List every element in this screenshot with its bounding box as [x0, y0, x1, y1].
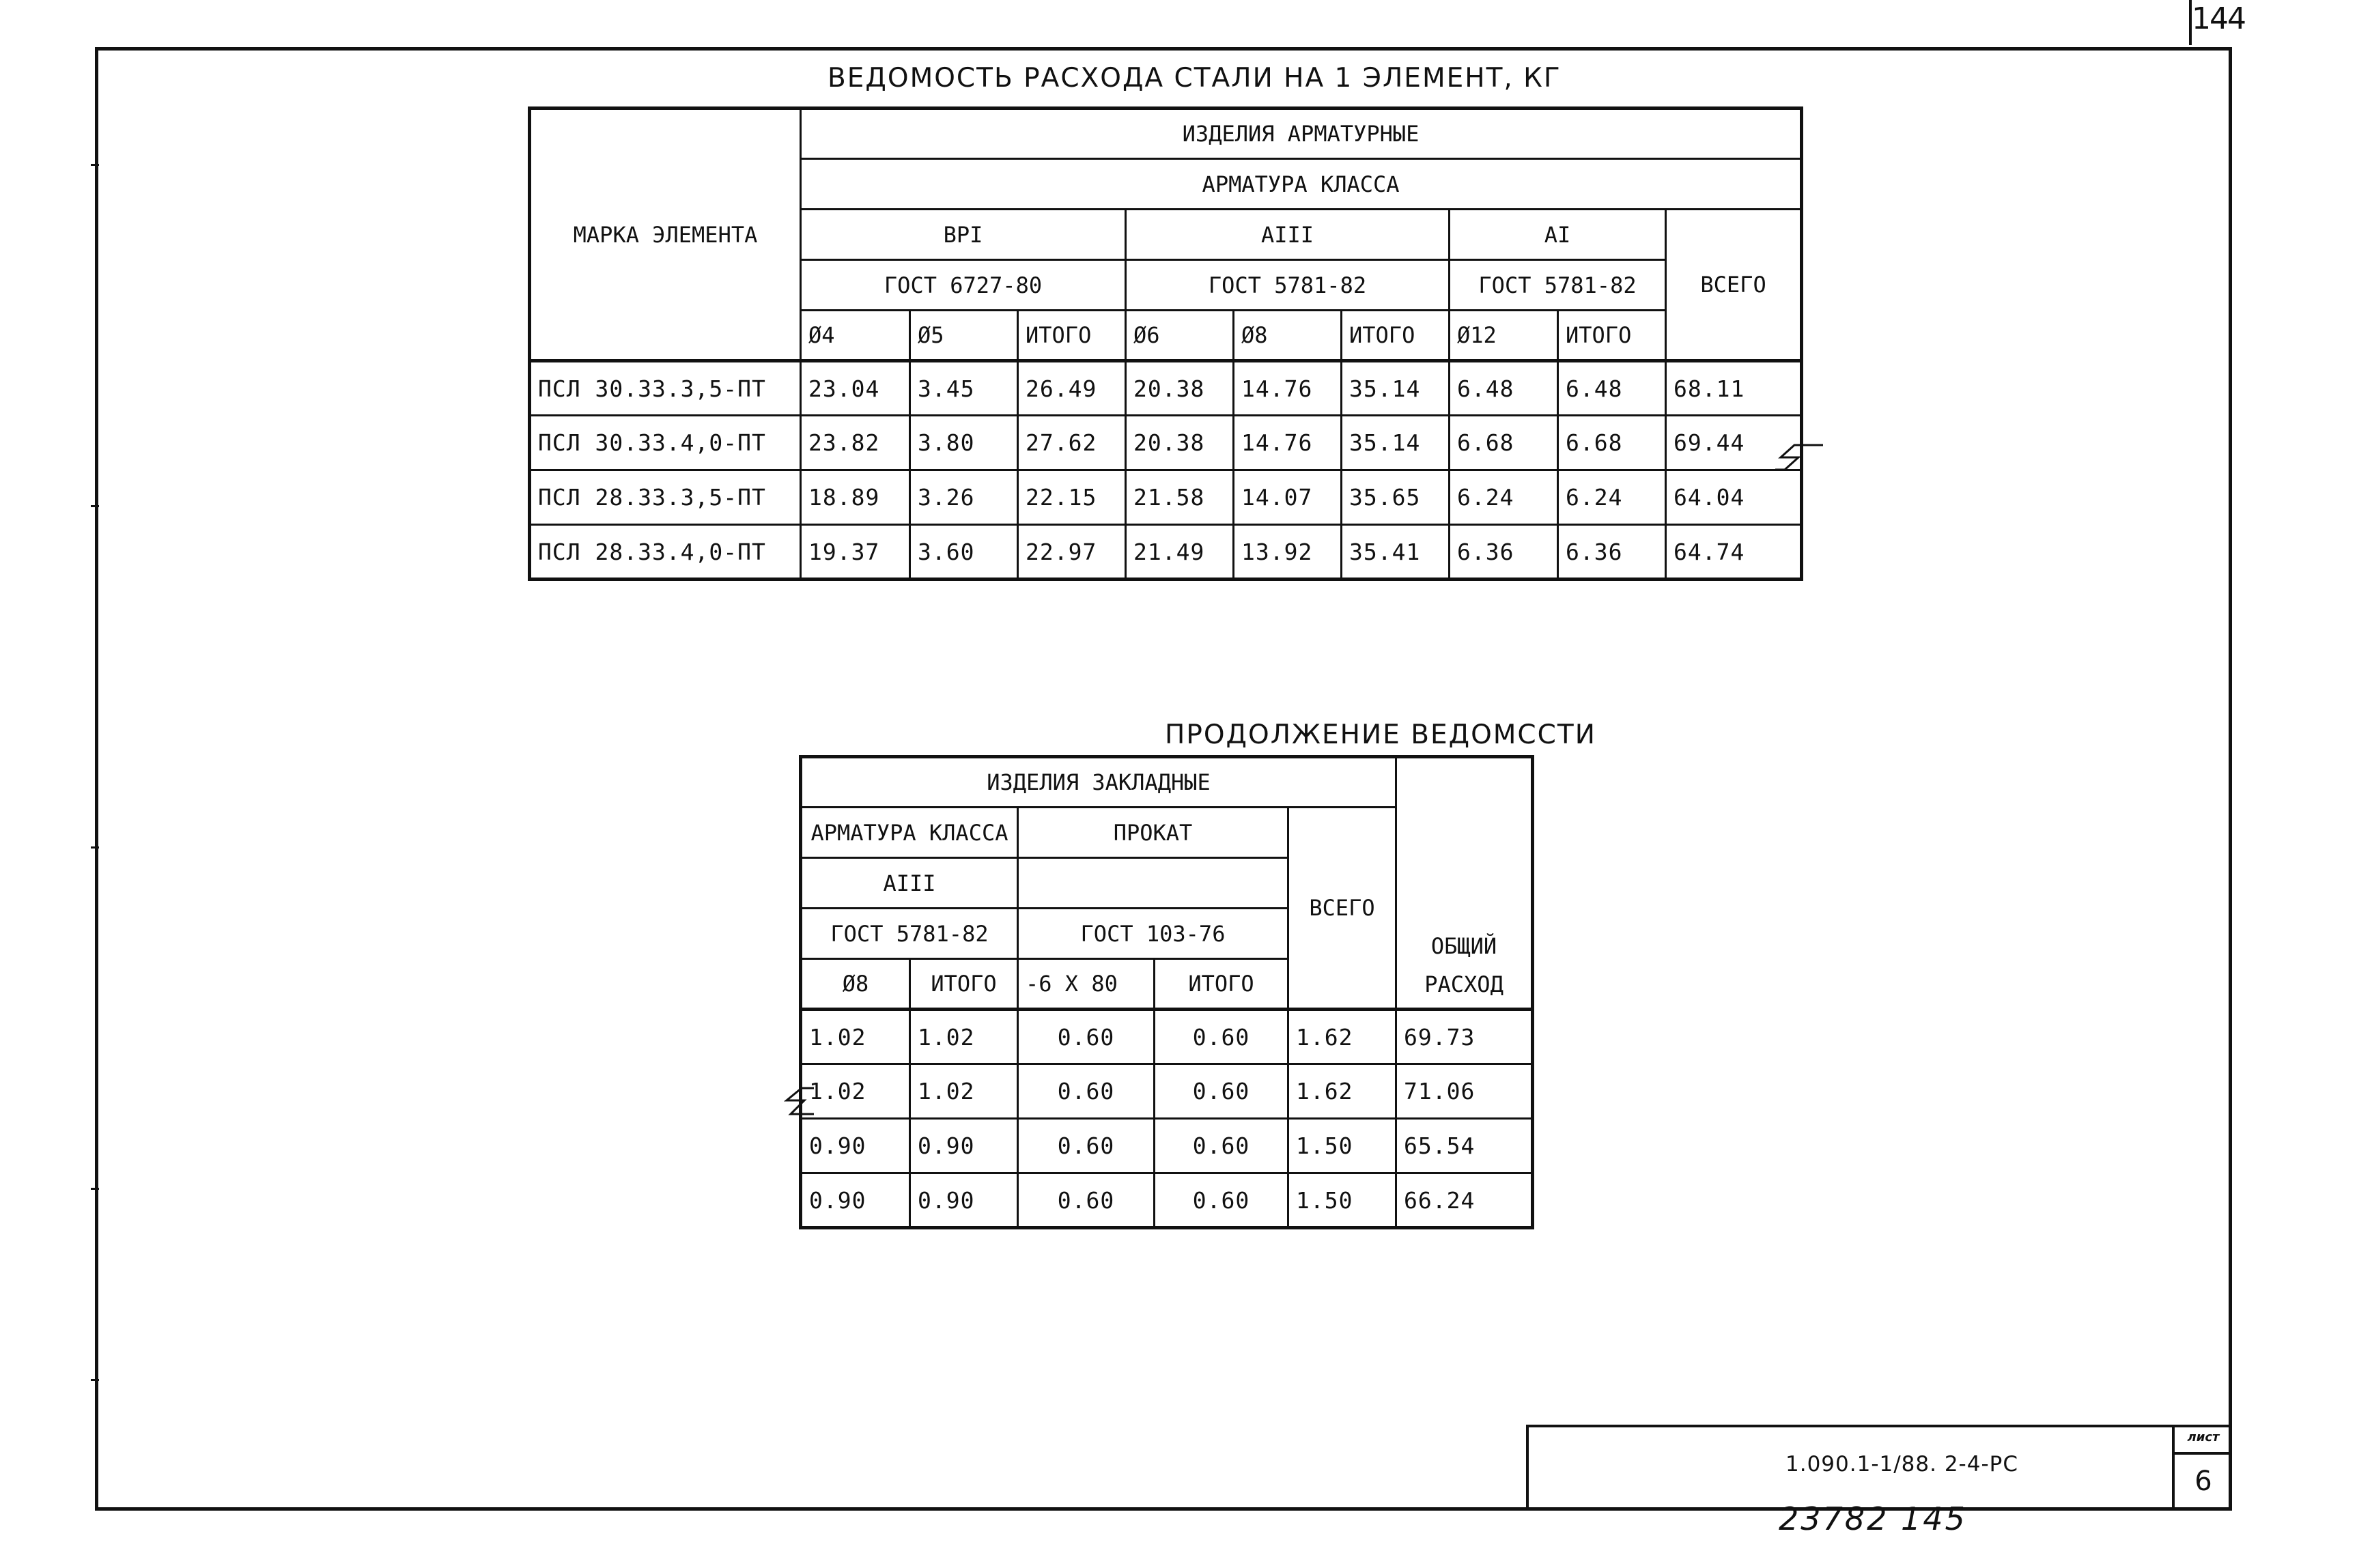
margin-tick	[91, 1379, 99, 1381]
header-class-aiii: AIII	[1126, 210, 1450, 260]
table-cell: 0.60	[1018, 1064, 1155, 1119]
table-cell: 0.90	[910, 1119, 1018, 1173]
table-cell: 19.37	[801, 525, 910, 580]
table-cell: 6.68	[1450, 416, 1558, 470]
header-d8: Ø8	[801, 959, 910, 1010]
cell-element-mark: ПСЛ 28.33.3,5-ПТ	[530, 470, 801, 525]
table-cell: 27.62	[1018, 416, 1126, 470]
margin-tick	[91, 164, 99, 166]
table-row	[530, 470, 1802, 525]
table-cell: 6.48	[1558, 361, 1666, 416]
table-row	[801, 1010, 1533, 1064]
table-cell: 3.80	[910, 416, 1018, 470]
header-strip-size: -6 X 80	[1018, 959, 1155, 1010]
table-cell: 6.48	[1450, 361, 1558, 416]
table-cell: 21.58	[1126, 470, 1234, 525]
table-cell: 35.14	[1342, 416, 1450, 470]
table-cell: 64.74	[1666, 525, 1802, 580]
table-cell: 14.76	[1234, 416, 1342, 470]
table-cell: 26.49	[1018, 361, 1126, 416]
header-reinforcement-class: АРМАТУРА КЛАССА	[801, 808, 1018, 858]
header-overall-consumption	[1396, 757, 1533, 1010]
header-subtotal-rolled: ИТОГО	[1155, 959, 1288, 1010]
table-row	[801, 1119, 1533, 1173]
inventory-number: 23782 145	[1779, 1500, 1967, 1537]
table1-title: ВЕДОМОСТЬ РАСХОДА СТАЛИ НА 1 ЭЛЕМЕНТ, КГ	[828, 63, 1562, 94]
table-cell: 0.60	[1155, 1119, 1288, 1173]
table-cell: 1.50	[1288, 1173, 1396, 1228]
table-cell: 35.41	[1342, 525, 1450, 580]
table-cell: 18.89	[801, 470, 910, 525]
table-cell: 1.02	[801, 1010, 910, 1064]
steel-consumption-continuation-table	[799, 755, 1534, 1229]
break-mark-right	[1775, 442, 1824, 476]
table-cell: 23.04	[801, 361, 910, 416]
table-cell: 1.62	[1288, 1010, 1396, 1064]
header-gost-aiii: ГОСТ 5781-82	[801, 909, 1018, 959]
table-cell: 64.04	[1666, 470, 1802, 525]
table-row	[530, 525, 1802, 580]
table-cell: 3.60	[910, 525, 1018, 580]
table-cell: 69.73	[1396, 1010, 1533, 1064]
table-cell: 22.15	[1018, 470, 1126, 525]
header-subtotal-aiii: ИТОГО	[1342, 311, 1450, 361]
header-subtotal-bp1: ИТОГО	[1018, 311, 1126, 361]
header-d12: Ø12	[1450, 311, 1558, 361]
header-total: ВСЕГО	[1666, 210, 1802, 361]
cell-element-mark: ПСЛ 28.33.4,0-ПТ	[530, 525, 801, 580]
margin-tick	[91, 1188, 99, 1190]
table-cell: 35.65	[1342, 470, 1450, 525]
table-cell: 20.38	[1126, 416, 1234, 470]
table-cell: 35.14	[1342, 361, 1450, 416]
header-class-aiii: AIII	[801, 858, 1018, 909]
header-total: ВСЕГО	[1288, 808, 1396, 1010]
table-cell: 0.60	[1018, 1119, 1155, 1173]
table-cell: 21.49	[1126, 525, 1234, 580]
table-cell: 65.54	[1396, 1119, 1533, 1173]
cell-element-mark: ПСЛ 30.33.4,0-ПТ	[530, 416, 801, 470]
steel-consumption-table	[528, 106, 1803, 581]
table-cell: 20.38	[1126, 361, 1234, 416]
header-gost-ai: ГОСТ 5781-82	[1450, 260, 1666, 311]
table-cell: 23.82	[801, 416, 910, 470]
table-cell: 6.24	[1450, 470, 1558, 525]
table-cell: 0.60	[1155, 1010, 1288, 1064]
table-row	[530, 416, 1802, 470]
table-cell: 1.62	[1288, 1064, 1396, 1119]
header-gost-rolled: ГОСТ 103-76	[1018, 909, 1288, 959]
header-embedded-products: ИЗДЕЛИЯ ЗАКЛАДНЫЕ	[801, 757, 1396, 808]
table-row	[801, 1064, 1533, 1119]
sheet-number: 6	[2194, 1466, 2212, 1497]
table-cell: 3.26	[910, 470, 1018, 525]
header-subtotal-aiii: ИТОГО	[910, 959, 1018, 1010]
table-row	[801, 1173, 1533, 1228]
table-cell: 6.68	[1558, 416, 1666, 470]
table-cell: 6.24	[1558, 470, 1666, 525]
table-cell: 6.36	[1558, 525, 1666, 580]
table-cell: 1.02	[801, 1064, 910, 1119]
header-reinforcement-class: АРМАТУРА КЛАССА	[801, 159, 1802, 210]
table-cell: 1.50	[1288, 1119, 1396, 1173]
table-cell: 1.02	[910, 1064, 1018, 1119]
table-cell: 14.07	[1234, 470, 1342, 525]
table-cell: 3.45	[910, 361, 1018, 416]
table2-title: ПРОДОЛЖЕНИЕ ВЕДОМССТИ	[1165, 719, 1596, 750]
table-cell: 1.02	[910, 1010, 1018, 1064]
table-cell: 66.24	[1396, 1173, 1533, 1228]
table-cell: 13.92	[1234, 525, 1342, 580]
margin-tick	[91, 505, 99, 507]
table-cell: 0.90	[801, 1173, 910, 1228]
margin-tick	[91, 846, 99, 849]
header-d5: Ø5	[910, 311, 1018, 361]
sheet-number-top: 144	[2192, 1, 2245, 36]
break-mark-left	[784, 1085, 815, 1120]
header-subtotal-ai: ИТОГО	[1558, 311, 1666, 361]
sheet-label: лист	[2175, 1425, 2232, 1455]
header-d4: Ø4	[801, 311, 910, 361]
table-cell: 68.11	[1666, 361, 1802, 416]
header-gost-bp1: ГОСТ 6727-80	[801, 260, 1126, 311]
header-overall-line2: РАСХОД	[1424, 971, 1503, 997]
table-cell: 0.60	[1155, 1173, 1288, 1228]
sheet-box	[2172, 1425, 2232, 1511]
table-cell: 71.06	[1396, 1064, 1533, 1119]
header-element-mark: МАРКА ЭЛЕМЕНТА	[530, 109, 801, 361]
table-cell: 6.36	[1450, 525, 1558, 580]
table-cell: 0.60	[1018, 1010, 1155, 1064]
header-d8: Ø8	[1234, 311, 1342, 361]
header-class-ai: AI	[1450, 210, 1666, 260]
header-reinforcement-products: ИЗДЕЛИЯ АРМАТУРНЫЕ	[801, 109, 1802, 159]
cell-element-mark: ПСЛ 30.33.3,5-ПТ	[530, 361, 801, 416]
document-code: 1.090.1-1/88. 2-4-РС	[1785, 1452, 2018, 1477]
table-cell: 22.97	[1018, 525, 1126, 580]
table-cell: 0.60	[1018, 1173, 1155, 1228]
table-cell: 0.60	[1155, 1064, 1288, 1119]
table-cell: 0.90	[910, 1173, 1018, 1228]
header-rolled-steel: ПРОКАТ	[1018, 808, 1288, 858]
table-cell: 0.90	[801, 1119, 910, 1173]
table-row	[530, 361, 1802, 416]
header-d6: Ø6	[1126, 311, 1234, 361]
header-class-bp1: ВРI	[801, 210, 1126, 260]
table-cell: 69.44	[1666, 416, 1802, 470]
table-cell: 14.76	[1234, 361, 1342, 416]
header-overall-line1: ОБЩИЙ	[1430, 933, 1497, 959]
header-rolled-empty	[1018, 858, 1288, 909]
header-gost-aiii: ГОСТ 5781-82	[1126, 260, 1450, 311]
